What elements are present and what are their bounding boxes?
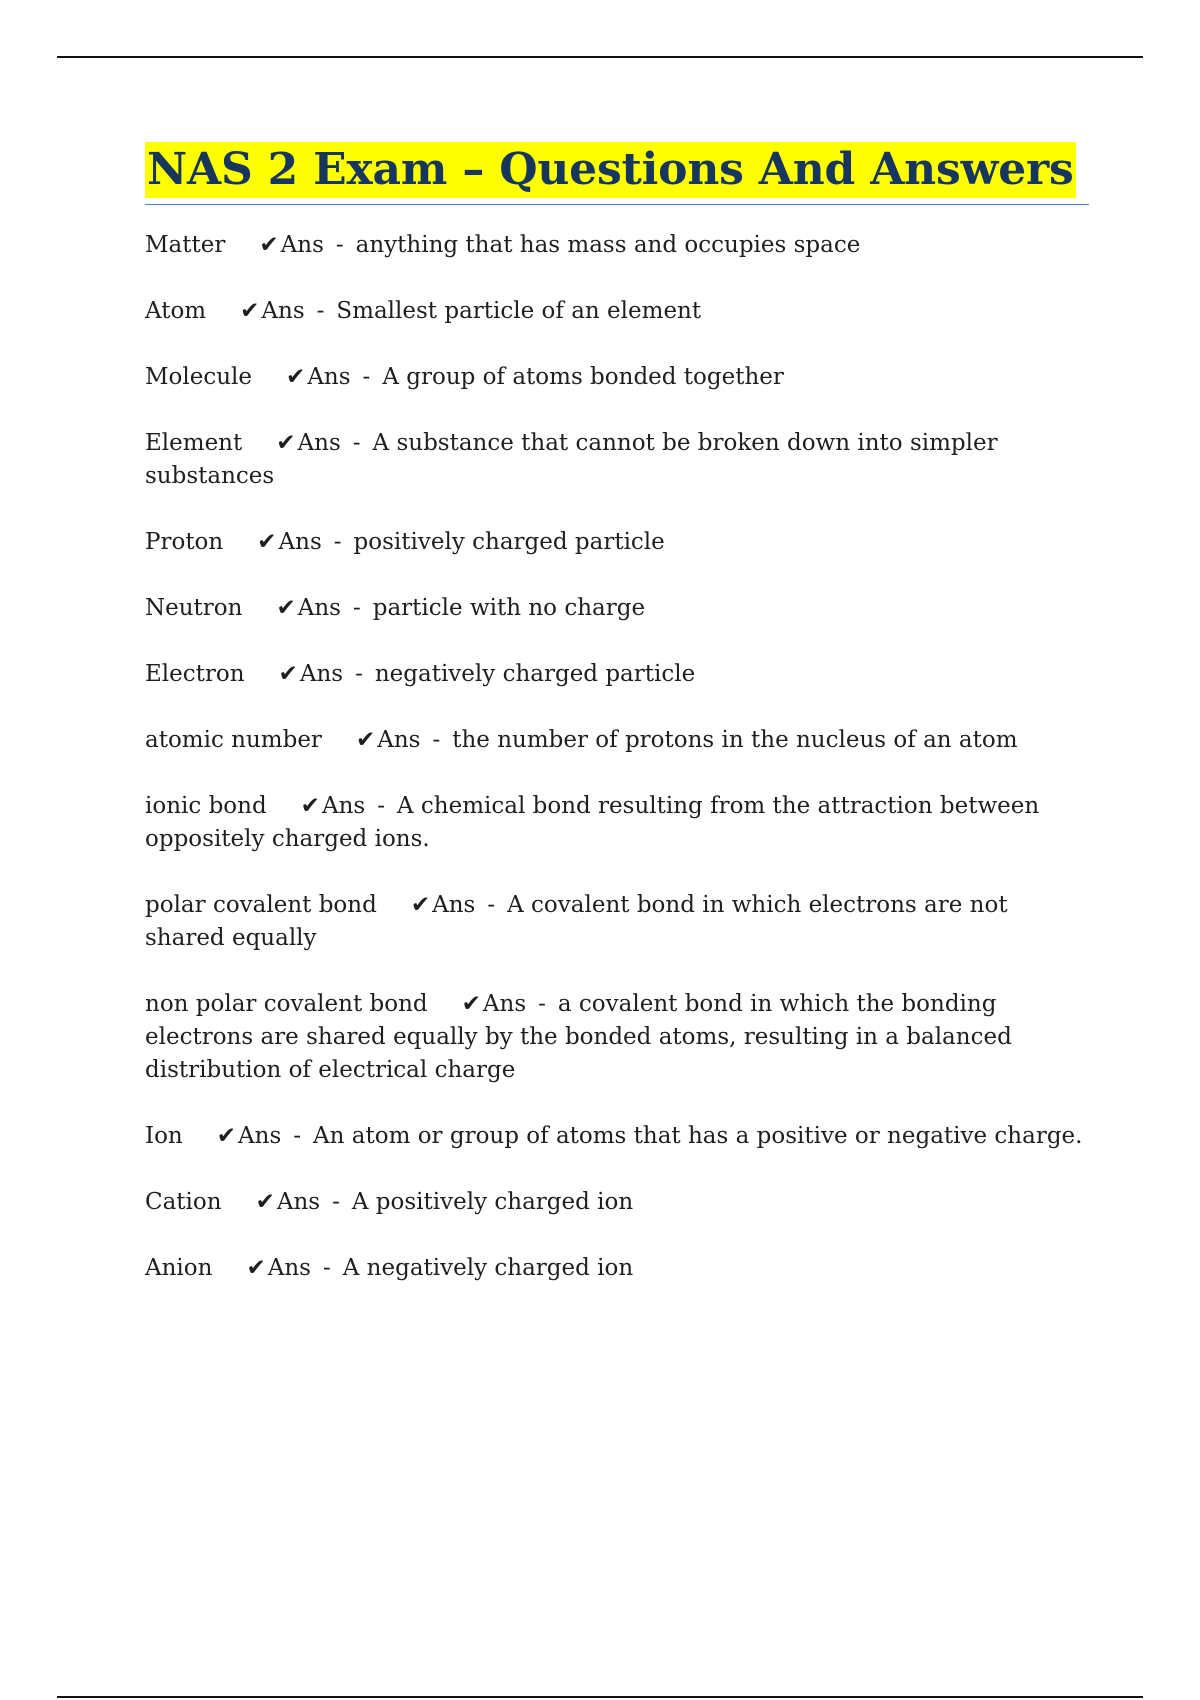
check-icon: ✔: [216, 1123, 237, 1149]
qa-answer: A positively charged ion: [351, 1189, 634, 1215]
qa-answer: A group of atoms bonded together: [382, 364, 784, 390]
qa-answer: An atom or group of atoms that has a positive or negative charge.: [313, 1123, 1083, 1149]
qa-term: Neutron: [145, 595, 243, 621]
answer-label: Ans: [297, 595, 341, 621]
qa-answer: a covalent bond in which the bonding electrons are shared equally by the bonded atoms, resulting in a balanced distribution of electrical charge: [145, 991, 1012, 1083]
answer-label: Ans: [278, 529, 322, 555]
answer-separator: -: [332, 1189, 340, 1215]
check-icon: ✔: [276, 430, 296, 456]
answer-separator: -: [352, 430, 361, 456]
qa-item: [145, 427, 1089, 493]
qa-answer: A covalent bond in which electrons are not shared equally: [145, 892, 1008, 951]
qa-answer: the number of protons in the nucleus of an atom: [452, 727, 1018, 753]
answer-separator: -: [335, 232, 344, 258]
answer-label: Ans: [482, 991, 527, 1017]
qa-answer: anything that has mass and occupies space: [355, 232, 861, 258]
qa-item: [145, 361, 1089, 394]
answer-separator: -: [352, 595, 361, 621]
title-block: [145, 142, 1089, 205]
qa-item: [145, 658, 1089, 691]
qa-item: [145, 1120, 1089, 1153]
check-icon: ✔: [255, 1189, 275, 1215]
answer-label: Ans: [299, 661, 344, 687]
qa-term: polar covalent bond: [145, 892, 377, 918]
qa-item: [145, 526, 1089, 559]
qa-term: non polar covalent bond: [145, 991, 428, 1017]
qa-term: Ion: [145, 1123, 183, 1149]
qa-term: Proton: [145, 529, 224, 555]
answer-separator: -: [293, 1123, 302, 1149]
check-icon: ✔: [240, 298, 260, 324]
qa-term: Atom: [145, 298, 207, 324]
qa-item: [145, 790, 1089, 856]
qa-answer: particle with no charge: [372, 595, 646, 621]
answer-separator: -: [355, 661, 363, 687]
check-icon: ✔: [257, 529, 277, 555]
check-icon: ✔: [410, 892, 431, 918]
answer-label: Ans: [238, 1123, 282, 1149]
answer-separator: -: [377, 793, 385, 819]
answer-separator: -: [432, 727, 441, 753]
answer-separator: -: [316, 298, 325, 324]
qa-item: [145, 889, 1089, 955]
qa-term: atomic number: [145, 727, 322, 753]
check-icon: ✔: [300, 793, 320, 819]
answer-label: Ans: [307, 364, 351, 390]
qa-answer: A substance that cannot be broken down into simpler substances: [145, 430, 998, 489]
check-icon: ✔: [276, 595, 296, 621]
check-icon: ✔: [259, 232, 279, 258]
qa-term: Matter: [145, 232, 226, 258]
answer-separator: -: [322, 1255, 331, 1281]
answer-label: Ans: [432, 892, 476, 918]
check-icon: ✔: [355, 727, 376, 753]
check-icon: ✔: [278, 661, 298, 687]
answer-separator: -: [487, 892, 496, 918]
qa-answer: A chemical bond resulting from the attraction between oppositely charged ions.: [145, 793, 1040, 852]
answer-separator: -: [333, 529, 342, 555]
qa-term: Cation: [145, 1189, 222, 1215]
page-bottom-rule: [57, 1696, 1143, 1698]
qa-list: [145, 229, 1089, 1285]
qa-item: [145, 988, 1089, 1087]
qa-item: [145, 295, 1089, 328]
qa-item: [145, 1252, 1089, 1285]
page-title: NAS 2 Exam – Questions And Answers: [145, 142, 1076, 198]
answer-label: Ans: [261, 298, 305, 324]
qa-term: Element: [145, 430, 243, 456]
qa-answer: positively charged particle: [353, 529, 665, 555]
answer-label: Ans: [280, 232, 324, 258]
qa-item: [145, 229, 1089, 262]
page-top-rule: [57, 56, 1143, 58]
qa-answer: A negatively charged ion: [342, 1255, 634, 1281]
answer-separator: -: [538, 991, 546, 1017]
qa-term: ionic bond: [145, 793, 267, 819]
answer-separator: -: [362, 364, 371, 390]
answer-label: Ans: [276, 1189, 321, 1215]
qa-term: Molecule: [145, 364, 253, 390]
check-icon: ✔: [286, 364, 306, 390]
qa-term: Electron: [145, 661, 245, 687]
answer-label: Ans: [267, 1255, 311, 1281]
qa-answer: Smallest particle of an element: [336, 298, 702, 324]
answer-label: Ans: [297, 430, 341, 456]
qa-item: [145, 724, 1089, 757]
qa-term: Anion: [145, 1255, 213, 1281]
answer-label: Ans: [321, 793, 366, 819]
qa-answer: negatively charged particle: [374, 661, 696, 687]
answer-label: Ans: [377, 727, 421, 753]
qa-item: [145, 1186, 1089, 1219]
check-icon: ✔: [461, 991, 481, 1017]
document-body: [145, 142, 1089, 1318]
qa-item: [145, 592, 1089, 625]
check-icon: ✔: [246, 1255, 266, 1281]
